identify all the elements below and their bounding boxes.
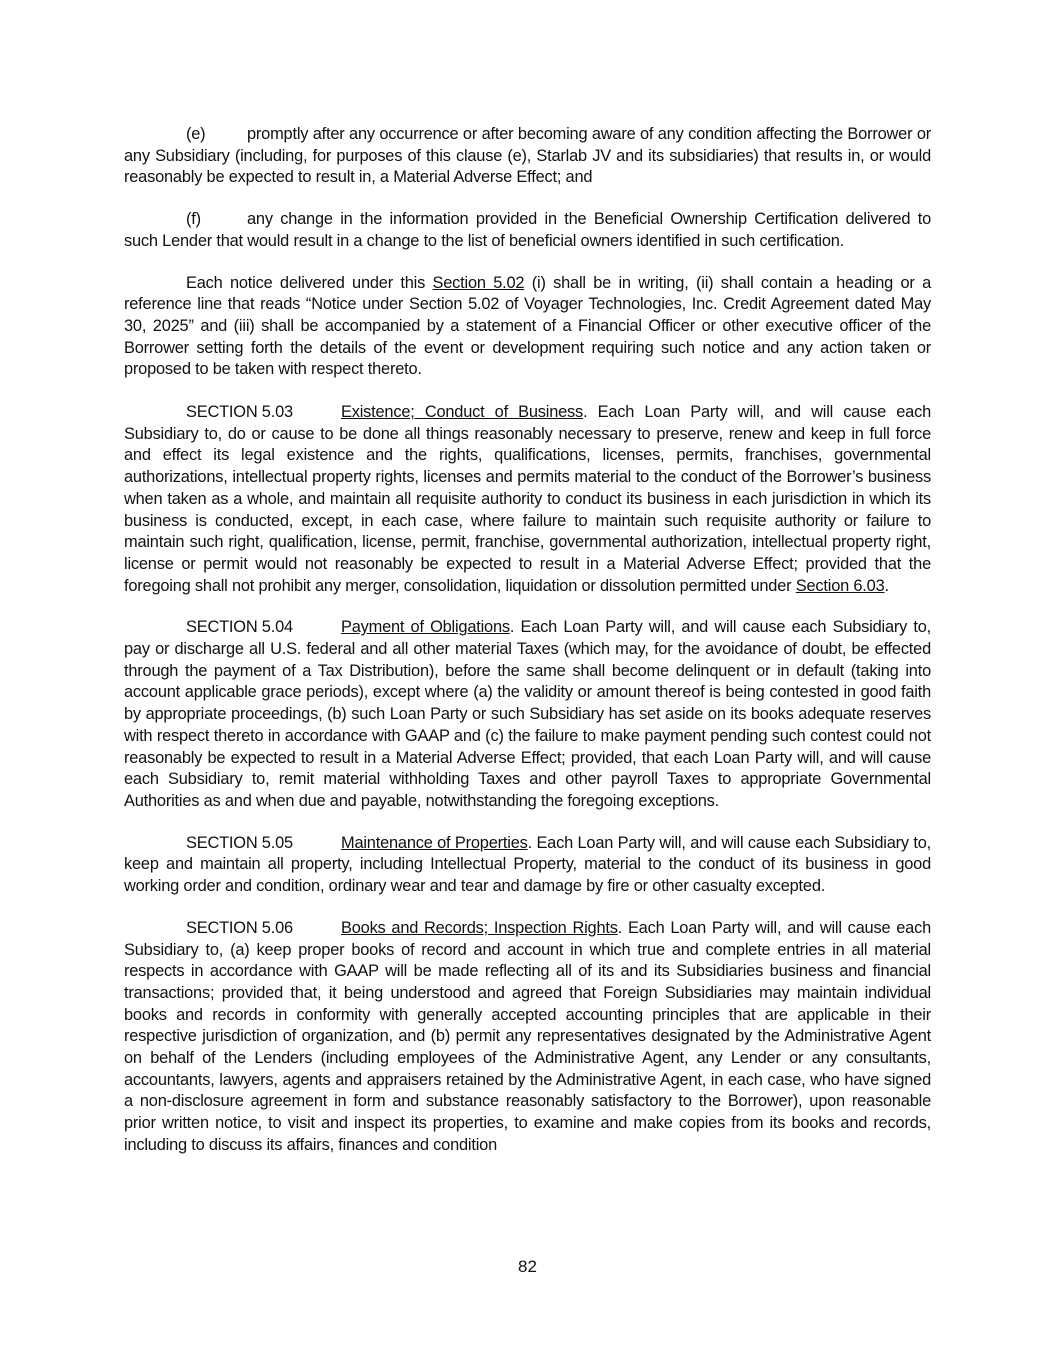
section-5-02-reference: Section 5.02 (432, 273, 525, 292)
section-5-05 (124, 833, 931, 898)
notice-paragraph (124, 273, 931, 382)
paragraph-f-text: any change in the information provided in the Beneficial Ownership Certification delivered to such Lender that would result in a change to the list of beneficial owners identified in such certification. (124, 210, 931, 250)
section-body-end: . (884, 576, 889, 595)
paragraph-e (124, 124, 931, 189)
document-page (124, 124, 931, 1177)
section-5-04 (124, 617, 931, 812)
section-body: . Each Loan Party will, and will cause each Subsidiary to, do or cause to be done all things reasonably necessary to preserve, renew and keep in full force and effect its legal existence and the rights, qualifications, licenses, permits, franchises, governmental authorizations, intellectual property rights, licenses and permits material to the conduct of the Borrower’s business when taken as a whole, and maintain all requisite authority to conduct its business in each jurisdiction in which its business is conducted, except, in each case, where failure to maintain such requisite authority or failure to maintain such right, qualification, license, permit, franchise, governmental authorization, intellectual property right, license or permit would not reasonably be expected to result in a Material Adverse Effect; provided that the foregoing shall not prohibit any merger, consolidation, liquidation or dissolution permitted under (124, 403, 931, 595)
section-title: Books and Records; Inspection Rights (341, 918, 618, 937)
notice-text-after: (i) shall be in writing, (ii) shall contain a heading or a reference line that reads “Notice under Section 5.02 of Voyager Technologies, Inc. Credit Agreement dated May 30, 2025” and (iii) shall be accompanied by a statement of a Financial Officer or other executive officer of the Borrower setting forth the details of the event or development requiring such notice and any action taken or proposed to be taken with respect thereto. (124, 273, 931, 379)
section-title: Existence; Conduct of Business (341, 403, 584, 422)
paragraph-f (124, 209, 931, 252)
section-5-03 (124, 402, 931, 597)
section-body: . Each Loan Party will, and will cause each Subsidiary to, keep and maintain all property, including Intellectual Property, material to the conduct of its business in good working order and condition, ordinary wear and tear and damage by fire or other casualty excepted. (124, 833, 931, 896)
section-title: Maintenance of Properties (341, 833, 528, 852)
section-title: Payment of Obligations (341, 618, 510, 637)
section-5-06 (124, 918, 931, 1157)
section-body: . Each Loan Party will, and will cause each Subsidiary to, pay or discharge all U.S. federal and all other material Taxes (which may, for the avoidance of doubt, be effected through the payment of a Tax Distribution), before the same shall become delinquent or in default (taking into account applicable grace periods), except where (a) the validity or amount thereof is being contested in good faith by appropriate proceedings, (b) such Loan Party or such Subsidiary has set aside on its books adequate reserves with respect thereto in accordance with GAAP and (c) the failure to make payment pending such contest could not reasonably be expected to result in a Material Adverse Effect; provided, that each Loan Party will, and will cause each Subsidiary to, remit material withholding Taxes and other payroll Taxes to appropriate Governmental Authorities as and when due and payable, notwithstanding the foregoing exceptions. (124, 618, 932, 810)
section-number: SECTION 5.06 (186, 918, 293, 937)
section-6-03-reference: Section 6.03 (795, 576, 885, 595)
notice-text-before: Each notice delivered under this (186, 273, 433, 292)
section-number: SECTION 5.03 (186, 403, 293, 422)
section-number: SECTION 5.04 (186, 618, 293, 637)
paragraph-e-text: promptly after any occurrence or after becoming aware of any condition affecting the Borrower or any Subsidiary (including, for purposes of this clause (e), Starlab JV and its subsidiaries) that results in, or would reasonably be expected to result in, a Material Adverse Effect; and (124, 125, 931, 187)
clause-marker-e: (e) (186, 125, 206, 143)
clause-marker-f: (f) (186, 210, 201, 229)
page-number: 82 (518, 1257, 537, 1276)
section-number: SECTION 5.05 (186, 833, 293, 852)
section-body: . Each Loan Party will, and will cause each Subsidiary to, (a) keep proper books of record and account in which true and complete entries in all material respects in accordance with GAAP will be made reflecting all of its and its Subsidiaries business and financial transactions; provided that, it being understood and agreed that Foreign Subsidiaries may maintain individual books and records in conformity with generally accepted accounting principles that are applicable in their respective jurisdiction of organization, and (b) permit any representatives designated by the Administrative Agent on behalf of the Lenders (including employees of the Administrative Agent, any Lender or any consultants, accountants, lawyers, agents and appraisers retained by the Administrative Agent, in each case, who have signed a non-disclosure agreement in form and substance reasonably satisfactory to the Borrower), upon reasonable prior written notice, to visit and inspect its properties, to examine and make copies from its books and records, including to discuss its affairs, finances and condition (124, 918, 931, 1154)
